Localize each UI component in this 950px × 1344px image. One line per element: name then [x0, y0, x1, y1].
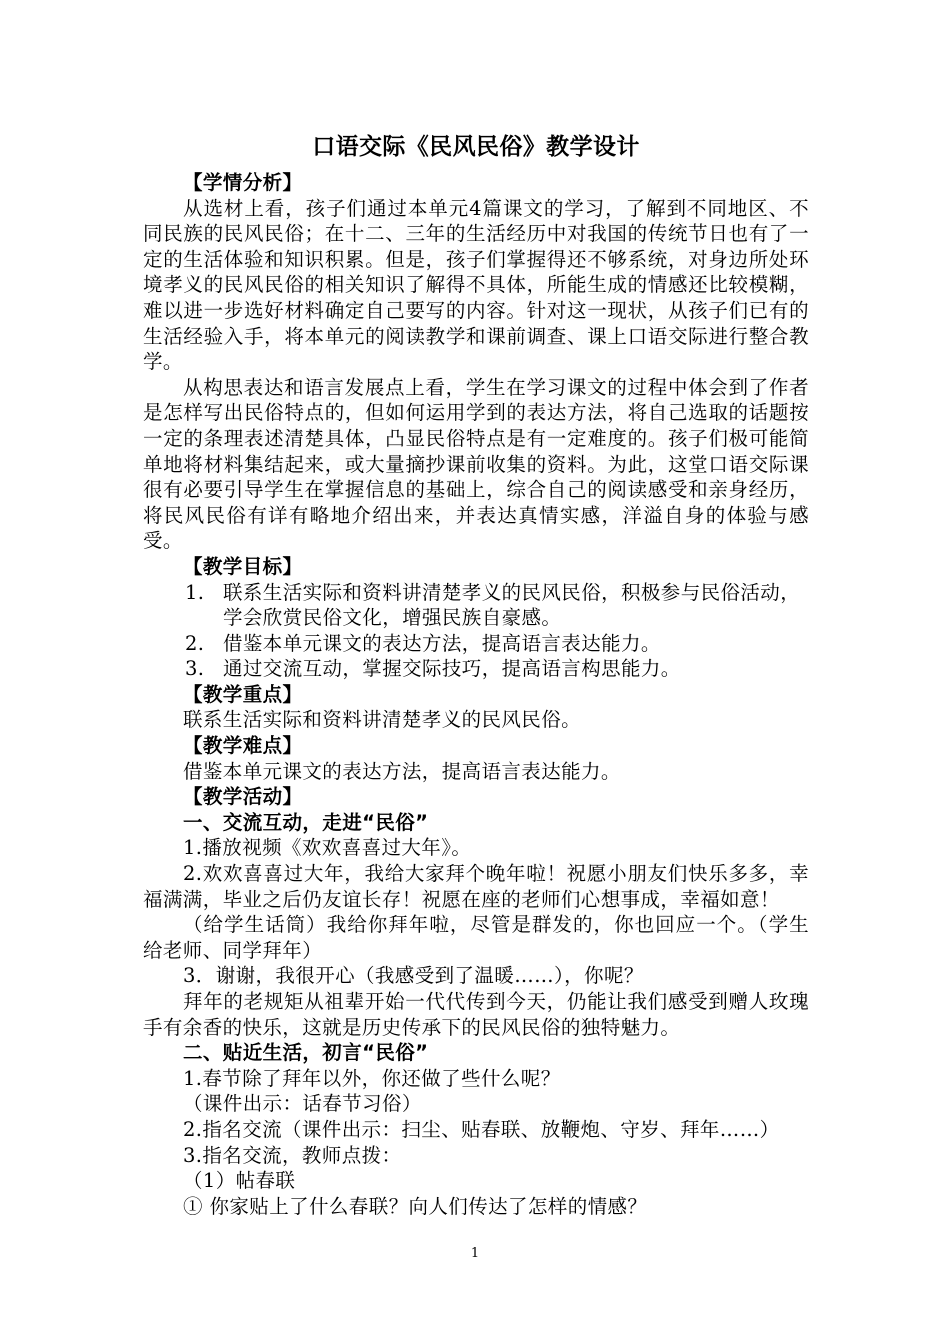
document-title: 口语交际《民风民俗》教学设计	[312, 134, 640, 160]
activity-part-1-heading: 一、交流互动，走进“民俗”	[183, 810, 429, 834]
section-heading-difficulty: 【教学难点】	[183, 734, 303, 758]
section-heading-activities: 【教学活动】	[183, 785, 303, 809]
activity-line: 拜年的老规矩从祖辈开始一代代传到今天，仍能让我们感受到赠人玫瑰手有余香的快乐，这就是历史传承下的民风民俗的独特魅力。	[143, 990, 809, 1039]
activity-line: 1.春节除了拜年以外，你还做了些什么呢？	[183, 1066, 561, 1090]
activity-line: 3．谢谢，我很开心（我感受到了温暖……），你呢？	[183, 964, 644, 988]
goal-text: 借鉴本单元课文的表达方法，提高语言表达能力。	[223, 631, 661, 655]
activity-line: （给学生话筒）我给你拜年啦，尽管是群发的，你也回应一个。（学生给老师、同学拜年）	[143, 913, 809, 962]
goal-number: 3.	[185, 657, 205, 681]
goal-item-3	[143, 656, 809, 682]
activity-line: 2.欢欢喜喜过大年，我给大家拜个晚年啦！祝愿小朋友们快乐多多，幸福满满，毕业之后仍友谊长存！祝愿在座的老师们心想事成，幸福如意！	[143, 862, 809, 911]
section-heading-goals: 【教学目标】	[183, 554, 303, 578]
key-point-text: 联系生活实际和资料讲清楚孝义的民风民俗。	[183, 708, 582, 732]
section-heading-analysis: 【学情分析】	[183, 171, 303, 194]
goal-text: 通过交流互动，掌握交际技巧，提高语言构思能力。	[223, 657, 681, 681]
activity-line: （1）帖春联	[183, 1169, 296, 1193]
document-body	[143, 132, 809, 1219]
analysis-paragraph-2: 从构思表达和语言发展点上看，学生在学习课文的过程中体会到了作者是怎样写出民俗特点的，但如何运用学到的表达方法，将自己选取的话题按一定的条理表述清楚具体，凸显民俗特点是有一定难度的。孩子们极可能简单地将材料集结起来，或大量摘抄课前收集的资料。为此，这堂口语交际课很有必要引导学生在掌握信息的基础上，综合自己的阅读感受和亲身经历，将民风民俗有详有略地介绍出来，并表达真情实感，洋溢自身的体验与感受。	[143, 375, 809, 553]
section-heading-key: 【教学重点】	[183, 682, 303, 706]
goal-text: 联系生活实际和资料讲清楚孝义的民风民俗，积极参与民俗活动，学会欣赏民俗文化，增强民族自豪感。	[223, 580, 801, 630]
difficulty-text: 借鉴本单元课文的表达方法，提高语言表达能力。	[183, 759, 621, 783]
goal-item-1	[143, 580, 809, 631]
goals-list	[143, 580, 809, 682]
activity-line: ① 你家贴上了什么春联？向人们传达了怎样的情感？	[183, 1194, 648, 1218]
analysis-paragraph-1: 从选材上看，孩子们通过本单元4篇课文的学习，了解到不同地区、不同民族的民风民俗；在十二、三年的生活经历中对我国的传统节日也有了一定的生活体验和知识积累。但是，孩子们掌握得还不够系统，对身边所处环境孝义的民风民俗的相关知识了解得不具体，所能生成的情感还比较模糊，难以进一步选好材料确定自己要写的内容。针对这一现状，从孩子们已有的生活经验入手，将本单元的阅读教学和课前调查、课上口语交际进行整合教学。	[143, 196, 809, 374]
goal-number: 2.	[185, 631, 205, 655]
activity-line: 1.播放视频《欢欢喜喜过大年》。	[183, 836, 472, 860]
activity-part-2-heading: 二、贴近生活，初言“民俗”	[183, 1041, 429, 1065]
goal-number: 1.	[185, 580, 205, 604]
page-number: 1	[470, 1246, 480, 1261]
activity-line: 2.指名交流（课件出示：扫尘、贴春联、放鞭炮、守岁、拜年……）	[183, 1117, 780, 1141]
activity-line: （课件出示：话春节习俗）	[183, 1092, 422, 1116]
goal-item-2	[143, 631, 809, 657]
activity-line: 3.指名交流，教师点拨：	[183, 1143, 402, 1167]
